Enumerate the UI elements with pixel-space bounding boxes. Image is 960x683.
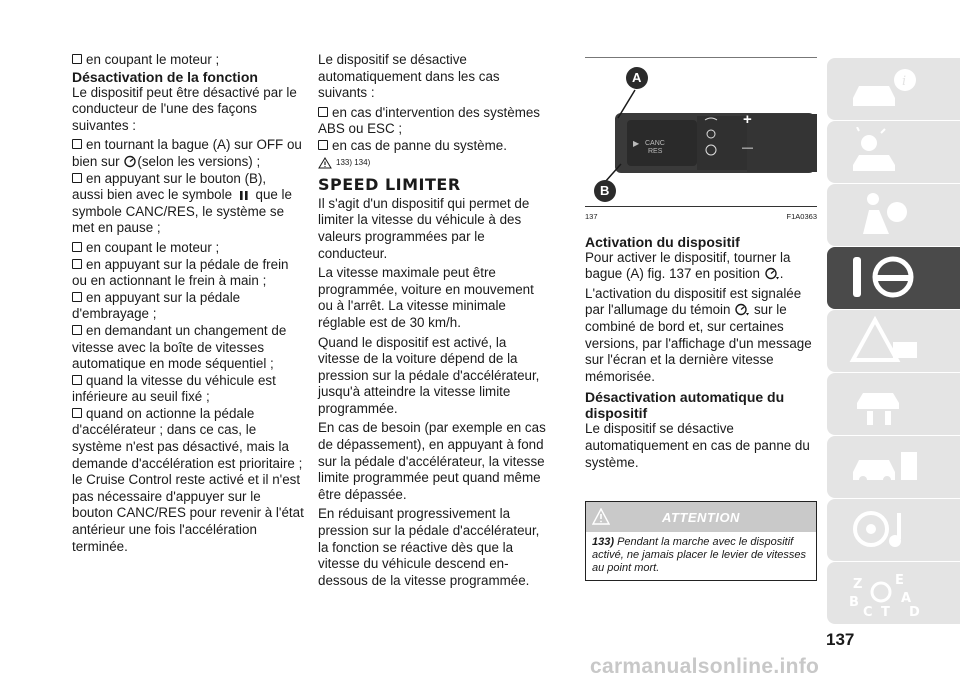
index-letter: B: [849, 595, 859, 610]
label-b: B: [600, 183, 610, 198]
bullet-icon: [72, 173, 82, 183]
paragraph: [585, 250, 817, 283]
warning-label: ATTENTION: [662, 510, 740, 526]
index-letter: C: [863, 605, 873, 618]
alphabet-index-icon: [845, 568, 925, 618]
index-letter: D: [909, 605, 920, 618]
list-item: [318, 105, 550, 138]
text: aussi bien avec le symbole: [72, 187, 233, 203]
column-left: [72, 52, 304, 555]
section-heading: Activation du dispositif: [585, 233, 740, 250]
res-label: RES: [648, 148, 663, 155]
figure-number: 137: [585, 212, 598, 221]
speed-limiter-icon: [764, 267, 780, 280]
paragraph: Quand le dispositif est activé, la vitesse de la voiture dépend de la pression sur la pédale d'accélérateur, jusqu'à atteindre la vitesse limite programmée.: [318, 334, 540, 416]
warning-light-icon: [845, 316, 925, 366]
list-item: [72, 240, 304, 257]
bullet-icon: [72, 375, 82, 385]
minus-label: —: [742, 142, 753, 154]
text: Pour activer le dispositif, tourner la bague (A) fig. 137 en position: [585, 249, 791, 282]
label-a: A: [632, 70, 642, 85]
warning-number: 133): [592, 536, 615, 549]
paragraph: Il s'agit d'un dispositif qui permet de limiter la vitesse du véhicule à des valeurs programmées par le conducteur.: [318, 195, 530, 261]
section-heading: Désactivation de la fonction: [72, 68, 258, 85]
list-item-text: en coupant le moteur ;: [86, 52, 220, 67]
bullet-icon: [72, 259, 82, 269]
list-item-text: quand la vitesse du véhicule est inférieure au seuil fixé ;: [72, 372, 276, 405]
list-item-text: en cas d'intervention des systèmes ABS ou ESC ;: [318, 104, 540, 137]
refs-text: 133) 134): [336, 157, 371, 167]
column-middle: [318, 52, 550, 592]
plus-label: +: [743, 111, 752, 128]
list-item: [318, 138, 550, 155]
tab-specifications[interactable]: [827, 436, 960, 498]
svg-text:▶: ▶: [633, 139, 640, 148]
car-info-icon: [845, 64, 925, 114]
speedometer-icon: [123, 155, 137, 168]
figure-caption: [585, 206, 817, 226]
paragraph: Le dispositif se désactive automatiquement dans les cas suivants :: [318, 52, 500, 101]
bullet-icon: [72, 292, 82, 302]
list-item-text: en appuyant sur la pédale de frein ou en actionnant le frein à main ;: [72, 256, 289, 289]
list-item-text: quand on actionne la pédale d'accélérateur ; dans ce cas, le système n'est pas désactivé, mais la demande d'accélération est prioritaire ; le Cruise Control reste activé et il n'est pas nécessaire d'appuyer sur le bouton CANC/RES pour revenir à l'état antérieur une fois l'accélération terminée.: [72, 405, 304, 554]
list-item: [72, 290, 304, 323]
index-letter: T: [881, 605, 890, 618]
bullet-icon: [72, 139, 82, 149]
list-item-text: en coupant le moteur ;: [86, 239, 220, 255]
text: sur le combiné de bord et, sur certaines versions, par l'affichage d'un message sur l'écran et la dernière vitesse mémorisée.: [585, 302, 812, 384]
paragraph: En réduisant progressivement la pression sur la pédale d'accélérateur, la fonction se réactive dès que la vitesse du véhicule descend en-dessous de la vitesse programmée.: [318, 506, 540, 588]
pause-icon: [236, 190, 252, 201]
multimedia-icon: [845, 505, 925, 555]
warning-header: [586, 502, 816, 532]
index-letter: A: [901, 591, 912, 606]
text: .: [779, 266, 784, 282]
car-lights-icon: [845, 127, 925, 177]
list-item-text: en cas de panne du système.: [332, 137, 507, 153]
cruise-lever-illustration: [585, 58, 817, 206]
chapter-tabs: [827, 58, 960, 625]
list-item-text: en appuyant sur le bouton (B),: [86, 170, 267, 186]
list-item: [72, 373, 304, 406]
figure-code: F1A0363: [786, 212, 817, 221]
bullet-icon: [72, 242, 82, 252]
bullet-icon: [72, 54, 82, 64]
tab-multimedia[interactable]: [827, 499, 960, 561]
index-letter: Z: [853, 577, 863, 592]
car-specs-icon: [845, 442, 925, 492]
paragraph: En cas de besoin (par exemple en cas de dépassement), en appuyant à fond sur la pédale d'accélérateur, la vitesse limite programmée peut quand même être dépassée.: [318, 420, 546, 502]
list-item: [72, 171, 304, 188]
bullet-icon: [72, 325, 82, 335]
warning-triangle-icon: [318, 157, 332, 169]
tab-index[interactable]: [827, 562, 960, 624]
tab-starting-driving[interactable]: [827, 247, 960, 309]
column-right: [585, 58, 817, 581]
section-heading: Désactivation automatique du dispositif: [585, 389, 785, 422]
bullet-icon: [72, 408, 82, 418]
paragraph: [585, 286, 817, 386]
list-item-text: en tournant la bague (A) sur OFF ou bien sur: [72, 137, 302, 169]
list-item: [72, 323, 304, 373]
key-steering-wheel-icon: [845, 253, 925, 303]
list-item-text: en demandant un changement de vitesse avec la boîte de vitesses automatique en mode séquentiel ;: [72, 322, 287, 372]
text: que le symbole CANC/RES, le système se met en pause ;: [72, 187, 292, 236]
list-item-text: en appuyant sur la pédale d'embrayage ;: [72, 289, 241, 322]
warning-box: [585, 501, 817, 581]
figure-lever: [585, 58, 817, 206]
list-item: [72, 406, 304, 555]
paragraph: Le dispositif peut être désactivé par le conducteur de l'une des façons suivantes :: [72, 84, 297, 133]
tab-maintenance[interactable]: [827, 373, 960, 435]
section-title: SPEED LIMITER: [318, 175, 461, 195]
warning-text: Pendant la marche avec le dispositif activé, ne jamais placer le levier de vitesses au point mort.: [592, 536, 806, 575]
text: L'activation du dispositif est signalée par l'allumage du témoin: [585, 285, 802, 318]
tab-emergency[interactable]: [827, 310, 960, 372]
paragraph: Le dispositif se désactive automatiquement en cas de panne du système.: [585, 421, 810, 470]
index-letter: E: [895, 573, 904, 588]
svg-text:i: i: [902, 74, 907, 89]
tab-safety[interactable]: [827, 184, 960, 246]
bullet-icon: [318, 107, 328, 117]
bullet-icon: [318, 140, 328, 150]
canc-label: CANC: [645, 140, 665, 147]
paragraph: [72, 187, 304, 237]
page-number: 137: [826, 630, 855, 649]
watermark: carmanualsonline.info: [590, 655, 820, 678]
tab-lights[interactable]: [827, 121, 960, 183]
list-item: [72, 257, 304, 290]
warning-refs: [318, 155, 550, 172]
speed-limiter-warning-light-icon: [734, 303, 750, 316]
paragraph: La vitesse maximale peut être programmée, voiture en mouvement ou à l'arrêt. La vitesse minimale réglable est de 30 km/h.: [318, 265, 534, 330]
list-item-text: (selon les versions) ;: [137, 153, 261, 169]
warning-body: [586, 532, 816, 580]
tab-dashboard[interactable]: [827, 58, 960, 120]
list-item: [72, 137, 304, 170]
list-item: [72, 52, 304, 69]
car-lift-icon: [845, 379, 925, 429]
airbag-seatbelt-icon: [845, 190, 925, 240]
